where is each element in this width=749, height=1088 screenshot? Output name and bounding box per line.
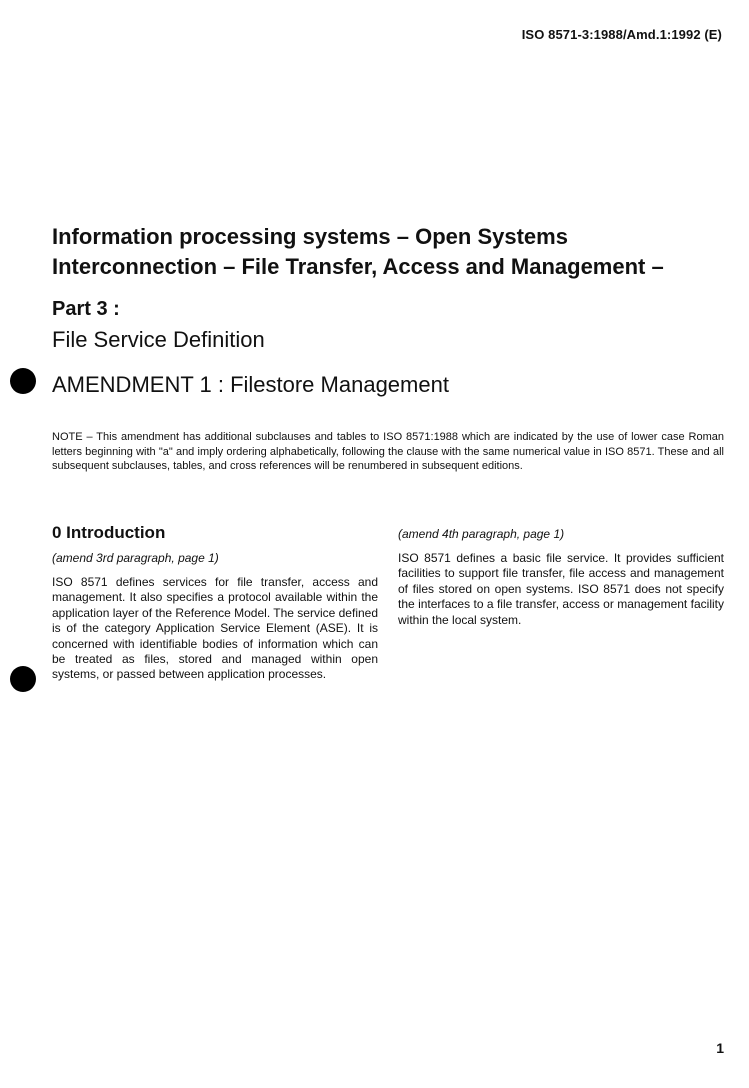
introduction-paragraph-left: ISO 8571 defines services for file transfer, access and management. It also specifies a protocol available within the application layer of the Reference Model. The service defined is of the category Application Service Element (ASE). It is concerned with identifiable bodies of information which can be treated as files, stored and managed within open systems, or passed between application processes. — [52, 575, 378, 682]
change-marker-bullet — [10, 666, 36, 692]
introduction-paragraph-right: ISO 8571 defines a basic file service. It provides sufficient facilities to support file transfer, file access and management of files stored on open systems. ISO 8571 does not specify the interfaces to a file transfer, access or management facility within the local system. — [398, 551, 724, 627]
amend-instruction-left: (amend 3rd paragraph, page 1) — [52, 551, 219, 565]
amendment-marker-bullet — [10, 368, 36, 394]
left-column — [52, 523, 378, 683]
amend-instruction-right: (amend 4th paragraph, page 1) — [398, 527, 565, 541]
part-label: Part 3 : — [52, 298, 120, 320]
amendment-note: NOTE – This amendment has additional subclauses and tables to ISO 8571:1988 which are indicated by the use of lower case Roman letters beginning with "a" and imply ordering alphabetically, following the clause with the same numerical value in ISO 8571. These and all subsequent subclauses, tables, and cross references will be renumbered in subsequent editions. — [52, 431, 724, 472]
amendment-title: AMENDMENT 1 : Filestore Management — [52, 372, 449, 397]
document-reference: ISO 8571-3:1988/Amd.1:1992 (E) — [521, 27, 722, 42]
section-heading-introduction: 0 Introduction — [52, 523, 166, 542]
page-number: 1 — [716, 1040, 724, 1056]
document-title: Information processing systems – Open Systems Interconnection – File Transfer, Access and Management – — [52, 224, 664, 279]
right-column — [398, 523, 724, 628]
part-subtitle: File Service Definition — [52, 327, 265, 352]
